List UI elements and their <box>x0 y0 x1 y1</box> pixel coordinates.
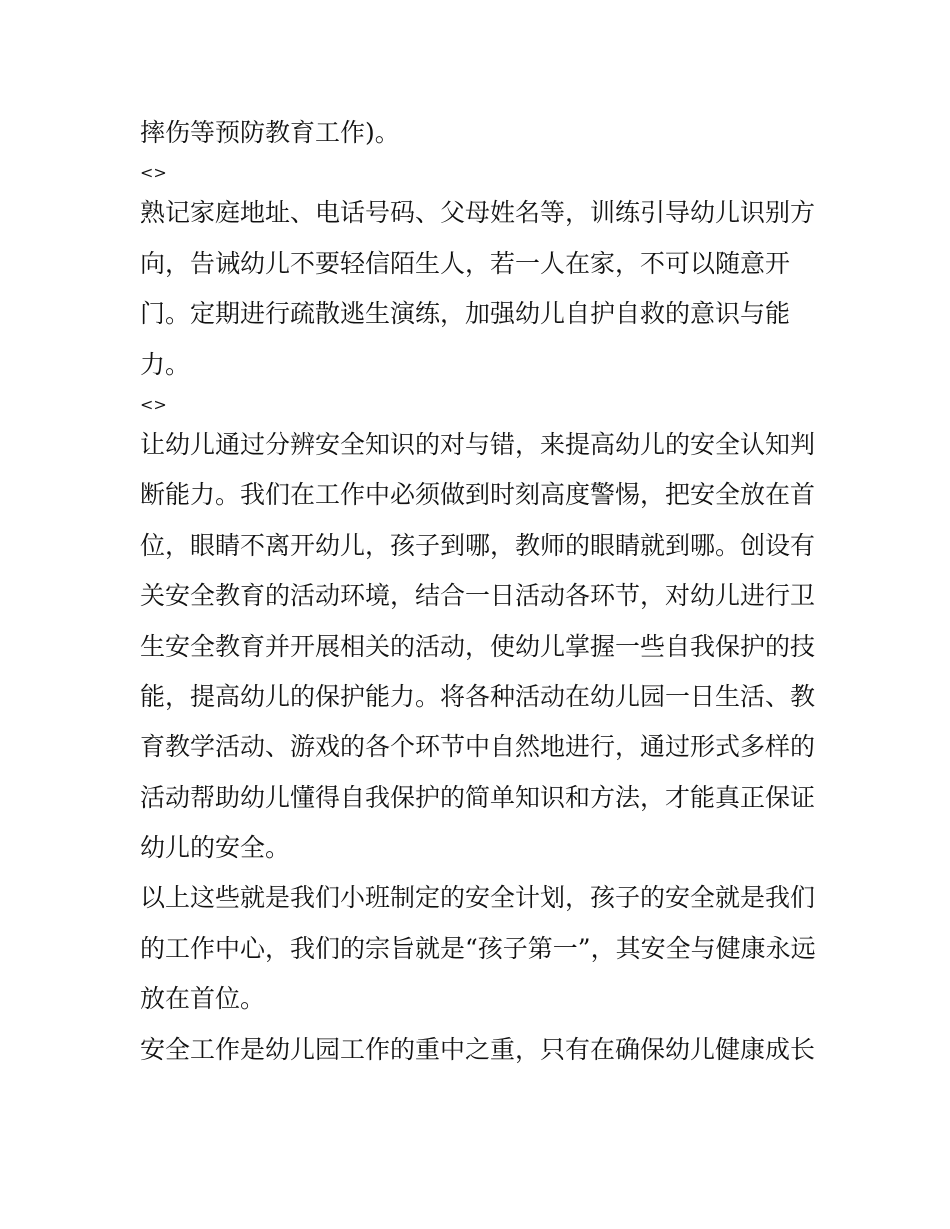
section-marker: <> <box>140 163 167 183</box>
document-body <box>140 108 816 1075</box>
text-line: 向，告诫幼儿不要轻信陌生人，若一人在家，不可以随意开 <box>140 248 791 278</box>
text-line: 育教学活动、游戏的各个环节中自然地进行，通过形式多样的 <box>140 732 816 762</box>
text-line: 熟记家庭地址、电话号码、父母姓名等，训练引导幼儿识别方 <box>140 198 816 228</box>
text-line: 能，提高幼儿的保护能力。将各种活动在幼儿园一日生活、教 <box>140 681 816 711</box>
section-marker: <> <box>140 394 167 414</box>
text-line: 关安全教育的活动环境，结合一日活动各环节，对幼儿进行卫 <box>140 581 816 611</box>
text-line: 生安全教育并开展相关的活动，使幼儿掌握一些自我保护的技 <box>140 631 816 661</box>
text-line: 的工作中心，我们的宗旨就是“孩子第一”，其安全与健康永远 <box>140 933 816 963</box>
text-line: 力。 <box>140 349 191 379</box>
text-line: 活动帮助幼儿懂得自我保护的简单知识和方法，才能真正保证 <box>140 782 816 812</box>
text-line: 摔伤等预防教育工作)。 <box>140 118 400 147</box>
text-line: 让幼儿通过分辨安全知识的对与错，来提高幼儿的安全认知判 <box>140 429 816 459</box>
text-line: 安全工作是幼儿园工作的重中之重，只有在确保幼儿健康成长 <box>140 1034 816 1064</box>
text-line: 放在首位。 <box>140 984 266 1014</box>
text-line: 断能力。我们在工作中必须做到时刻高度警惕，把安全放在首 <box>140 480 816 510</box>
text-line: 位，眼睛不离开幼儿，孩子到哪，教师的眼睛就到哪。创设有 <box>140 530 816 560</box>
text-line: 门。定期进行疏散逃生演练，加强幼儿自护自救的意识与能 <box>140 299 791 329</box>
text-line: 以上这些就是我们小班制定的安全计划，孩子的安全就是我们 <box>140 883 816 913</box>
text-line: 幼儿的安全。 <box>140 833 291 863</box>
